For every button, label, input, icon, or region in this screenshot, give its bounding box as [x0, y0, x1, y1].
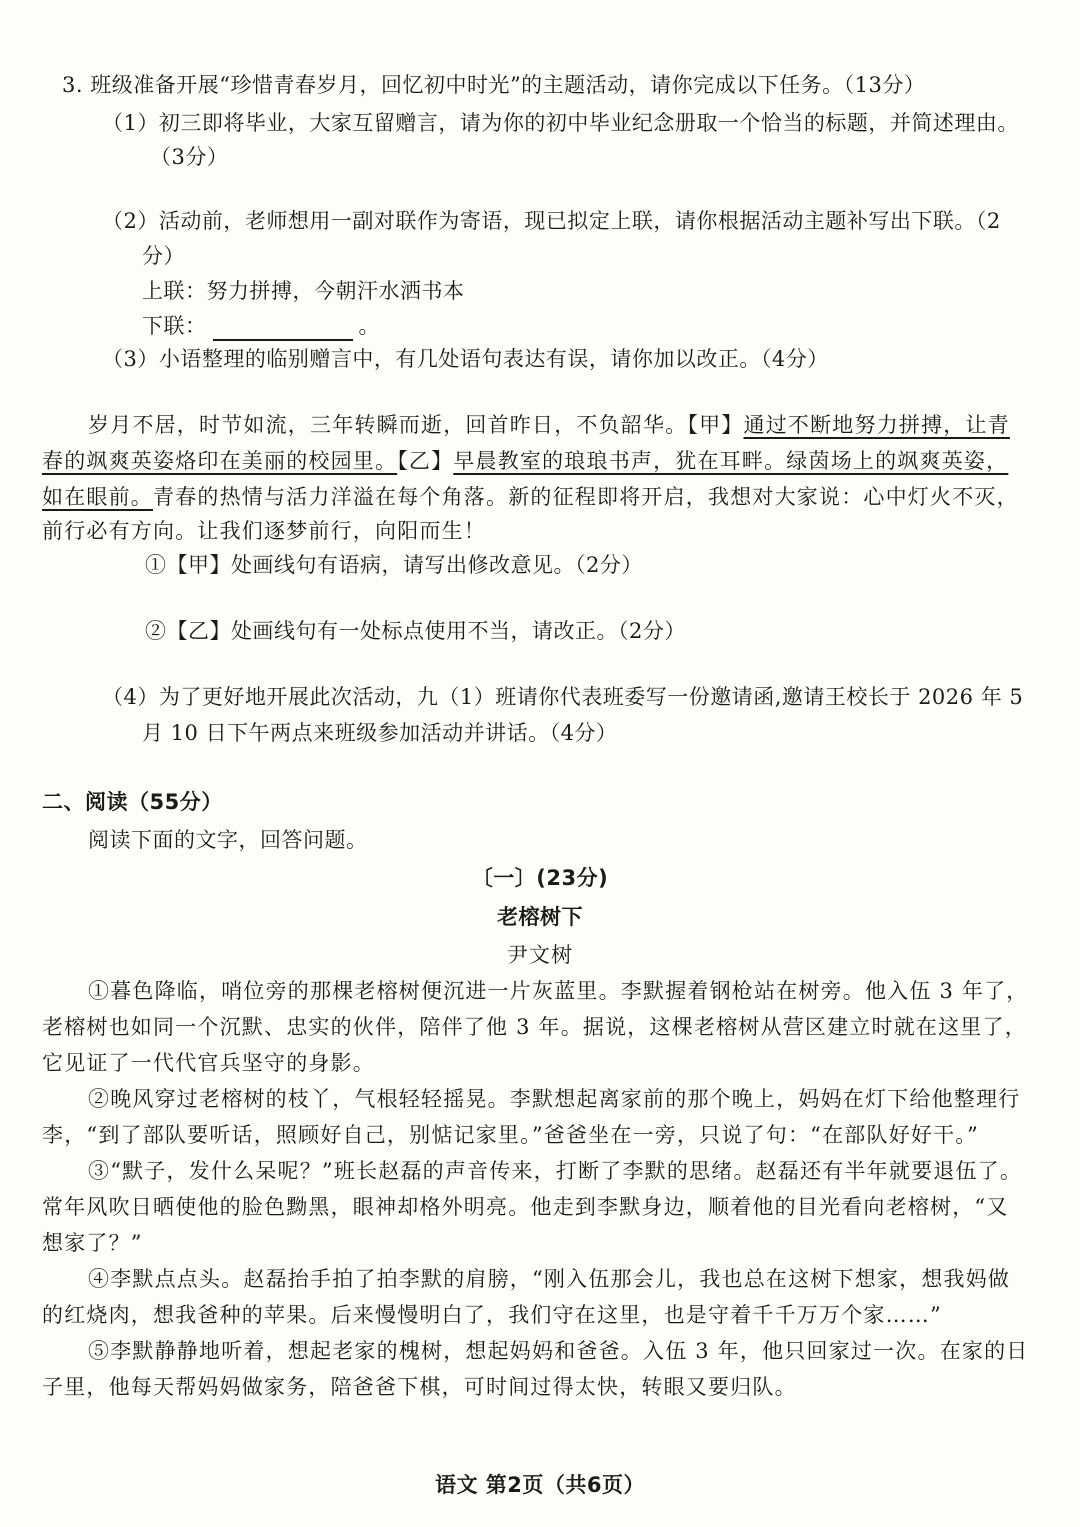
underlined-sentence-jia: 通过不断地努力拼搏，让青 — [743, 413, 1010, 437]
passage-line-4: 前行必有方向。让我们逐梦前行，向阳而生！ — [42, 519, 486, 543]
article-line: 子里，他每天帮妈妈做家务，陪爸爸下棋，可时间过得太快，转眼又要归队。 — [42, 1375, 797, 1399]
passage-line-2 — [42, 446, 1008, 476]
article-line: ④李默点点头。赵磊抬手拍了拍李默的肩膀，“刚入伍那会儿，我也总在这树下想家，想我妈做 — [88, 1267, 1011, 1291]
article-line: ③“默子，发什么呆呢？”班长赵磊的声音传来，打断了李默的思绪。赵磊还有半年就要退伍了。 — [88, 1159, 1023, 1183]
underlined-sentence-yi-cont: 如在眼前。 — [42, 485, 153, 509]
marker-yi: 【乙】 — [397, 449, 454, 473]
q3-part4-line1: （4）为了更好地开展此次活动，九（1）班请你代表班委写一份邀请函,邀请王校长于 2026 年 5 — [102, 685, 1024, 709]
article-line: ⑤李默静静地听着，想起老家的槐树，想起妈妈和爸爸。入伍 3 年，他只回家过一次。在家的日 — [88, 1339, 1029, 1363]
article-line: 李，“到了部队要听话，照顾好自己，别惦记家里。”爸爸坐在一旁，只说了句：“在部队好好干。” — [42, 1123, 979, 1147]
q3-part4-line2: 月 10 日下午两点来班级参加活动并讲话。（4分） — [142, 721, 618, 745]
q3-part3: （3）小语整理的临别赠言中，有几处语句表达有误，请你加以改正。（4分） — [102, 347, 829, 371]
article-author: 尹文树 — [506, 943, 574, 967]
couplet-upper: 上联：努力拼搏，今朝汗水洒书本 — [142, 279, 465, 303]
section-heading: 二、阅读（55分） — [42, 790, 223, 814]
q3-stem: 3. 班级准备开展“珍惜青春岁月，回忆初中时光”的主题活动，请你完成以下任务。（13分） — [62, 73, 926, 97]
sub-question-1: ①【甲】处画线句有语病，请写出修改意见。（2分） — [145, 553, 643, 577]
article-line: 老榕树也如同一个沉默、忠实的伙伴，陪伴了他 3 年。据说，这棵老榕树从营区建立时就在这里了， — [42, 1015, 1027, 1039]
q3-part2-line2: 分） — [142, 244, 185, 268]
passage-line-3 — [42, 482, 1019, 512]
couplet-lower — [142, 311, 380, 341]
passage-text: 岁月不居，时节如流，三年转瞬而逝，回首昨日，不负韶华。【甲】 — [88, 413, 744, 437]
article-line: 想家了？” — [42, 1231, 143, 1255]
article-line: 的红烧肉，想我爸种的苹果。后来慢慢明白了，我们守在这里，也是守着千千万万个家……” — [42, 1303, 942, 1327]
q3-part1-line1: （1）初三即将毕业，大家互留赠言，请为你的初中毕业纪念册取一个恰当的标题，并简述理由。 — [102, 111, 1019, 135]
article-title: 老榕树下 — [497, 905, 583, 929]
couplet-lower-label: 下联： — [142, 314, 207, 338]
article-line: 常年风吹日晒使他的脸色黝黑，眼神却格外明亮。他走到李默身边，顺着他的目光看向老榕树，“又 — [42, 1195, 1009, 1219]
underlined-sentence-yi: 早晨教室的琅琅书声，犹在耳畔。绿茵场上的飒爽英姿， — [453, 449, 1009, 473]
passage-text: 青春的热情与活力洋溢在每个角落。新的征程即将开启，我想对大家说：心中灯火不灭， — [153, 485, 1019, 509]
article-line: 它见证了一代代官兵坚守的身影。 — [42, 1051, 375, 1075]
couplet-lower-end: 。 — [358, 314, 380, 338]
sub-question-2: ②【乙】处画线句有一处标点使用不当，请改正。（2分） — [145, 619, 686, 643]
q3-part2-line1: （2）活动前，老师想用一副对联作为寄语，现已拟定上联，请你根据活动主题补写出下联。（2 — [102, 209, 1001, 233]
article-line: ②晚风穿过老榕树的枝丫，气根轻轻摇晃。李默想起离家前的那个晚上，妈妈在灯下给他整理行 — [88, 1087, 1021, 1111]
part-label: 〔一〕(23分) — [471, 866, 609, 890]
page-footer: 语文 第2页（共6页） — [434, 1473, 646, 1497]
reading-instruction: 阅读下面的文字，回答问题。 — [88, 828, 368, 852]
answer-blank — [213, 317, 353, 341]
q3-part1-line2: （3分） — [150, 145, 229, 169]
passage-line-1 — [88, 410, 1010, 440]
underlined-sentence-jia-cont: 春的飒爽英姿烙印在美丽的校园里。 — [42, 449, 398, 473]
article-line: ①暮色降临，哨位旁的那棵老榕树便沉进一片灰蓝里。李默握着钢枪站在树旁。他入伍 3 年了， — [88, 979, 1029, 1003]
